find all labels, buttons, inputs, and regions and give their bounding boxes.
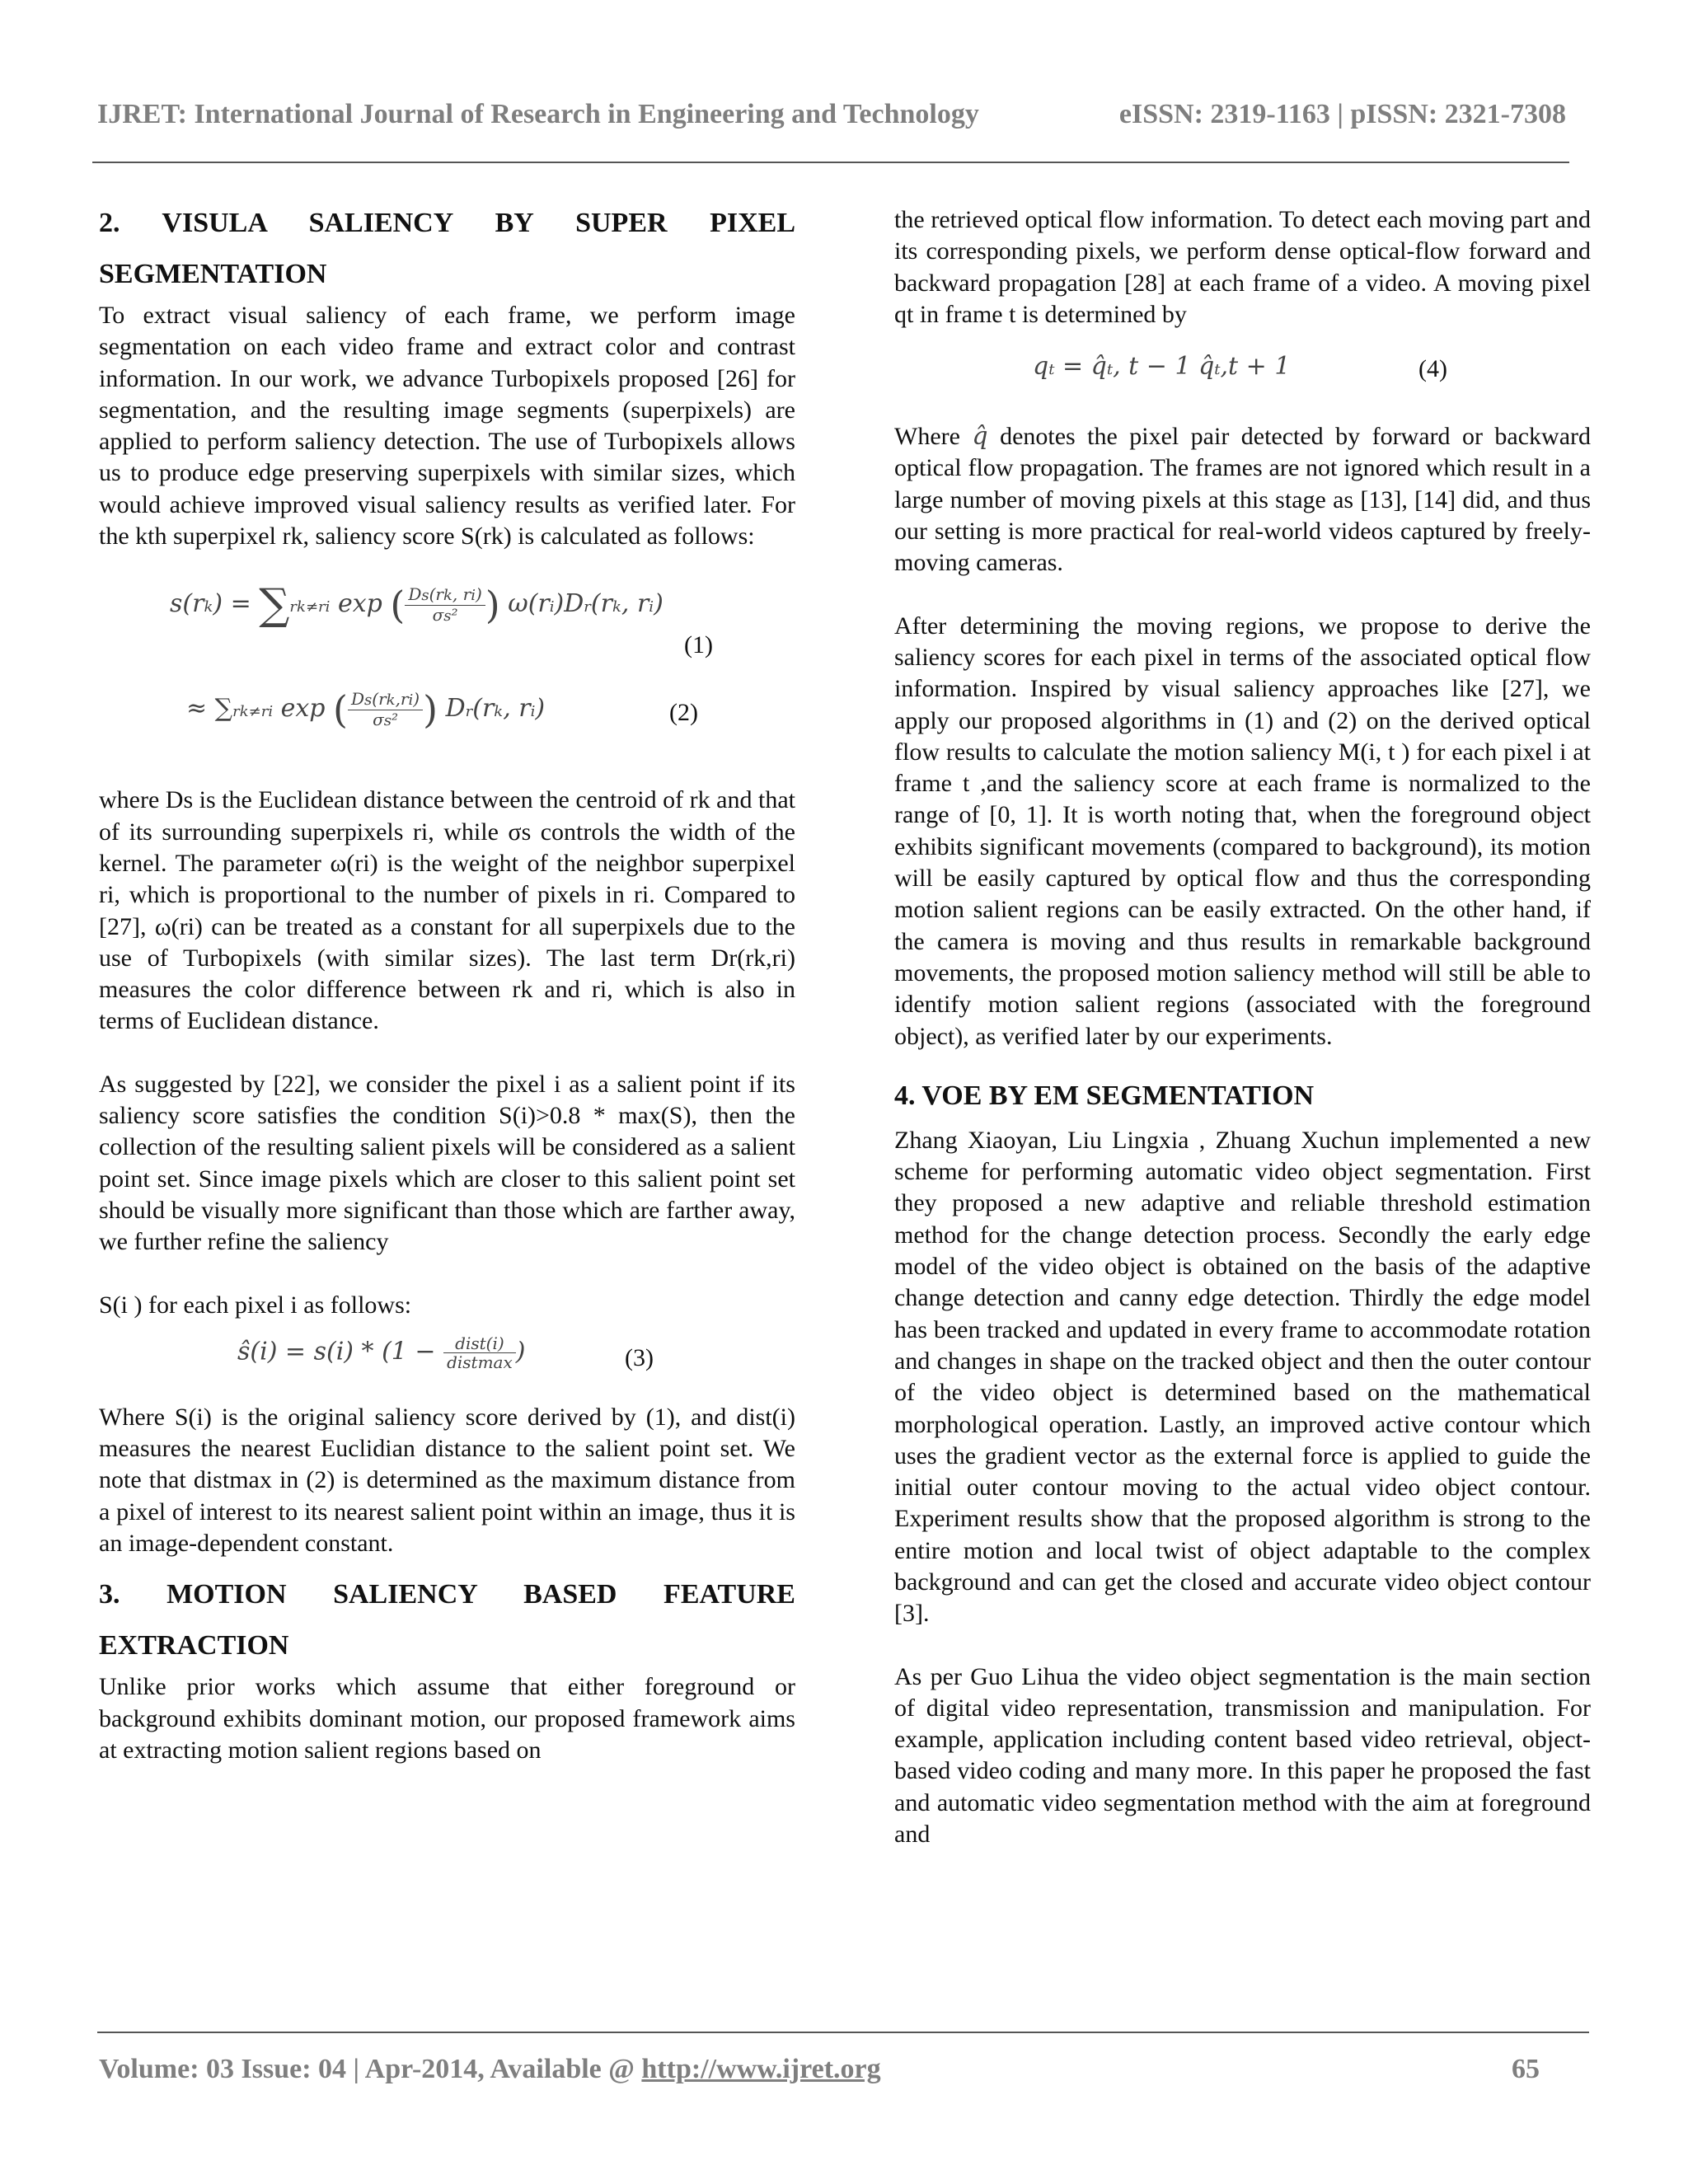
header-rule	[92, 162, 1569, 163]
section-3-paragraph-2: the retrieved optical flow information. To detect each moving part and its corresponding pixels, we perform dense optical-flow forward and backward propagation [28] at each frame of a video. A moving pixel qt in frame t is determined by	[894, 206, 1591, 328]
section-2-paragraph-2: where Ds is the Euclidean distance between the centroid of rk and that of its surrounding superpixels ri, while σs controls the width of the kernel. The parameter ω(ri) is the weight of the neighbor superpixel ri, which is proportional to the number of pixels in ri. Compared to [27], ω(ri) can be treated as a constant for all superpixels due to the use of Turbopixels (with similar sizes). The last term Dr(rk,ri) measures the color difference between rk and ri, which is also in terms of Euclidean distance.	[99, 786, 795, 1035]
equation-2-number: (2)	[669, 699, 698, 727]
equation-4-number: (4)	[1418, 355, 1447, 383]
footer-volume	[99, 2054, 881, 2085]
equation-1	[99, 574, 795, 679]
section-3-paragraph-4: After determining the moving regions, we propose to derive the saliency scores for each pixel in terms of the associated optical flow information. Inspired by visual saliency approaches like [27], we apply our proposed algorithms in (1) and (2) on the derived optical flow results to calculate the motion saliency M(i, t ) for each pixel i at frame t ,and the saliency score at each frame is normalized to the range of [0, 1]. It is worth noting that, when the foreground object exhibits significant movements (compared to background), its motion will be easily captured by optical flow and thus the corresponding motion salient regions can be easily extracted. On the other hand, if the camera is moving and thus results in remarkable background movements, the proposed motion saliency method will still be able to identify motion salient regions (associated with the foreground object), as verified later by our experiments.	[894, 612, 1591, 1050]
section-2-paragraph-5: Where S(i) is the original saliency score derived by (1), and dist(i) measures the nearest Euclidian distance to the salient point set. We note that distmax in (2) is determined as the maximum distance from a pixel of interest to its nearest salient point within an image, thus it is an image-dependent constant.	[99, 1403, 795, 1558]
equation-2	[99, 686, 795, 743]
footer-volume-text: Volume: 03 Issue: 04 | Apr-2014, Available @	[99, 2054, 642, 2084]
q-hat-symbol: q̂	[972, 422, 988, 452]
section-2-paragraph-1: To extract visual saliency of each frame, we perform image segmentation on each video frame and extract color and contrast information. In our work, we advance Turbopixels proposed [26] for segmentation, and the resulting image segments (superpixels) are applied to perform saliency detection. The use of Turbopixels allows us to produce edge preserving superpixels with similar sizes, which would achieve improved visual saliency results as verified later. For the kth superpixel rk, saliency score S(rk) is calculated as follows:	[99, 302, 795, 551]
equation-2-formula: ≈ ∑rk≠ri exp ( $\frac{Ds(rk,ri)}{\text{σs²}}$ ) Dr(rk, ri)	[186, 687, 546, 733]
where-word: Where	[894, 423, 960, 451]
section-3-paragraph-1: Unlike prior works which assume that either foreground or background exhibits dominant motion, our proposed framework aims at extracting motion salient regions based on	[99, 1673, 795, 1764]
right-column	[894, 204, 1591, 1850]
equation-4-formula: qt = q̂t, t − 1 q̂t,t + 1	[1033, 352, 1291, 382]
left-column	[99, 198, 795, 1766]
section-2-title-line2: SEGMENTATION	[99, 259, 327, 289]
equation-3	[99, 1331, 795, 1392]
section-3-title-line2: EXTRACTION	[99, 1630, 289, 1661]
equation-3-number: (3)	[625, 1343, 654, 1371]
journal-link[interactable]: http://www.ijret.org	[641, 2054, 881, 2084]
equation-4	[894, 344, 1591, 410]
section-4-paragraph-2: As per Guo Lihua the video object segmentation is the main section of digital video representation, transmission and manipulation. For example, application including content based video retrieval, object-based video coding and many more. In this paper he proposed the fast and automatic video segmentation method with the aim at foreground and	[894, 1662, 1591, 1849]
section-4-paragraph-1: Zhang Xiaoyan, Liu Lingxia , Zhuang Xuchun implemented a new scheme for performing automatic video object segmentation. First they proposed a new adaptive and reliable threshold estimation method for the change detection process. Secondly the early edge model of the video object is obtained on the basis of the adaptive change detection and canny edge detection. Thirdly the edge model has been tracked and updated in every frame to accommodate rotation and changes in shape on the tracked object and then the outer contour of the video object is determined based on the mathematical morphological operation. Lastly, an improved active contour which uses the gradient vector as the external force is applied to guide the initial outer contour moving to the actual video object contour. Experiment results show that the proposed algorithm is strong to the entire motion and local twist of object adaptable to the complex background and can get the closed and accurate video object contour [3].	[894, 1126, 1591, 1628]
section-3-paragraph-3	[894, 421, 1591, 579]
page-number: 65	[1512, 2054, 1540, 2084]
equation-1-number: (1)	[684, 631, 713, 659]
section-2-paragraph-4: S(i ) for each pixel i as follows:	[99, 1291, 412, 1319]
equation-1-formula: s(rk) = ∑rk≠ri exp ( $\frac{Ds(rk, ri)}{\text{σs²}}$ ) ω(ri)Dr(rk, ri)	[170, 580, 663, 630]
section-3-paragraph-3-text: denotes the pixel pair detected by forward or backward optical flow propagation. The frames are not ignored which result in a large number of moving pixels at this stage as [13], [14] did, and thus our setting is more practical for real-world videos captured by freely-moving cameras.	[894, 423, 1592, 577]
footer-rule	[97, 2032, 1589, 2033]
issn-info: eISSN: 2319-1163 | pISSN: 2321-7308	[1118, 99, 1566, 129]
section-4-title: 4. VOE BY EM SEGMENTATION	[894, 1080, 1315, 1111]
journal-title: IJRET: International Journal of Research in Engineering and Technology	[97, 99, 979, 129]
section-2-paragraph-3: As suggested by [22], we consider the pixel i as a salient point if its saliency score satisfies the condition S(i)>0.8 * max(S), then the collection of the resulting salient pixels will be considered as a salient point set. Since image pixels which are closer to this salient point set should be visually more significant than those which are farther away, we further refine the saliency	[99, 1070, 795, 1256]
section-3-title-line1: 3. MOTION SALIENCY BASED FEATURE	[99, 1579, 795, 1610]
section-2-title-line1: 2. VISULA SALIENCY BY SUPER PIXEL	[99, 208, 795, 238]
equation-3-formula: ŝ(i) = s(i) * (1 − $\frac{\text{dist(i)}}{\text{distmax}}$ )	[237, 1333, 526, 1372]
